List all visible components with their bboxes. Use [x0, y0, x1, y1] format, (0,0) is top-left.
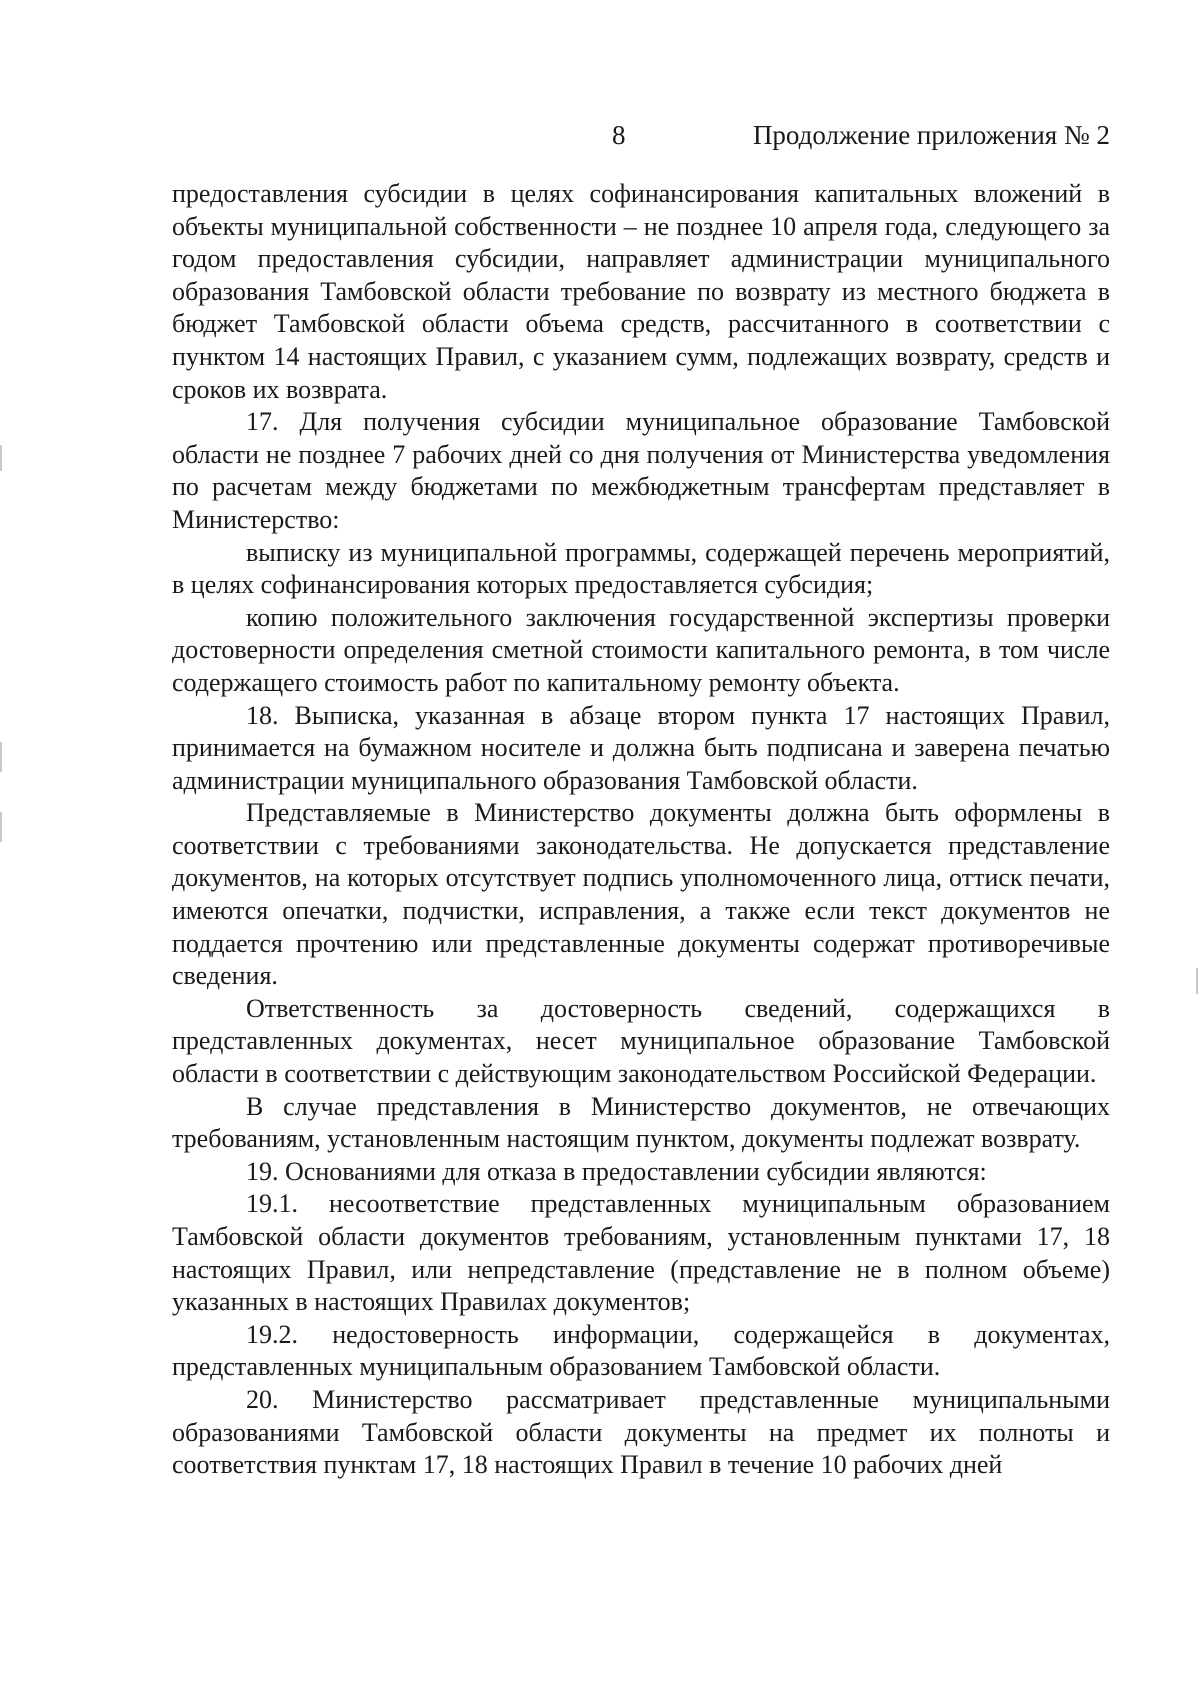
paragraph-17: 17. Для получения субсидии муниципальное образование Тамбовской области не позднее 7 рабочих дней со дня получения от Министерства уведомления по расчетам между бюджетами по межбюджетным трансфертам представляет в Министерство:	[172, 407, 1110, 534]
paragraph-18-responsibility: Ответственность за достоверность сведений, содержащихся в представленных документах, несет муниципальное образование Тамбовской области в соответствии с действующим законодательством Российской Федерации.	[172, 993, 1110, 1089]
scan-edge-mark	[1196, 968, 1198, 994]
document-body	[172, 178, 1110, 1482]
appendix-continuation-note: Продолжение приложения № 2	[752, 120, 1110, 150]
paragraph-19-2: 19.2. недостоверность информации, содержащейся в документах, представленных муниципальным образованием Тамбовской области.	[172, 1319, 1110, 1382]
page-header	[172, 117, 1110, 153]
paragraph-18-return: В случае представления в Министерство документов, не отвечающих требованиям, установленным настоящим пунктом, документы подлежат возврату.	[172, 1091, 1110, 1154]
scan-edge-mark	[0, 445, 2, 471]
scan-edge-mark	[0, 742, 2, 772]
paragraph-19-1: 19.1. несоответствие представленных муниципальным образованием Тамбовской области документов требованиям, установленным пунктами 17, 18 настоящих Правил, или непредставление (представление не в полном объеме) указанных в настоящих Правилах документов;	[172, 1189, 1110, 1317]
paragraph-18-documents-requirements: Представляемые в Министерство документы должна быть оформлены в соответствии с требованиями законодательства. Не допускается представление документов, на которых отсутствует подпись уполномоченного лица, оттиск печати, имеются опечатки, подчистки, исправления, а также если текст документов не поддается прочтению или представленные документы содержат противоречивые сведения.	[172, 798, 1110, 991]
page-number: 8	[612, 120, 626, 150]
paragraph-18: 18. Выписка, указанная в абзаце втором пункта 17 настоящих Правил, принимается на бумажном носителе и должна быть подписана и заверена печатью администрации муниципального образования Тамбовской области.	[172, 700, 1110, 795]
paragraph-16-continuation: предоставления субсидии в целях софинансирования капитальных вложений в объекты муниципальной собственности – не позднее 10 апреля года, следующего за годом предоставления субсидии, направляет администрации муниципального образования Тамбовской области требование по возврату из местного бюджета в бюджет Тамбовской области объема средств, рассчитанного в соответствии с пунктом 14 настоящих Правил, с указанием сумм, подлежащих возврату, средств и сроков их возврата.	[172, 179, 1110, 404]
paragraph-20: 20. Министерство рассматривает представленные муниципальными образованиями Тамбовской области документы на предмет их полноты и соответствия пунктам 17, 18 настоящих Правил в течение 10 рабочих дней	[172, 1384, 1110, 1480]
scan-edge-mark	[0, 812, 2, 842]
paragraph-19: 19. Основаниями для отказа в предоставлении субсидии являются:	[246, 1156, 987, 1186]
paragraph-17-item-extract: выписку из муниципальной программы, содержащей перечень мероприятий, в целях софинансирования которых предоставляется субсидия;	[172, 537, 1110, 600]
paragraph-17-item-expertise-copy: копию положительного заключения государственной экспертизы проверки достоверности определения сметной стоимости капитального ремонта, в том числе содержащего стоимость работ по капитальному ремонту объекта.	[172, 602, 1110, 697]
